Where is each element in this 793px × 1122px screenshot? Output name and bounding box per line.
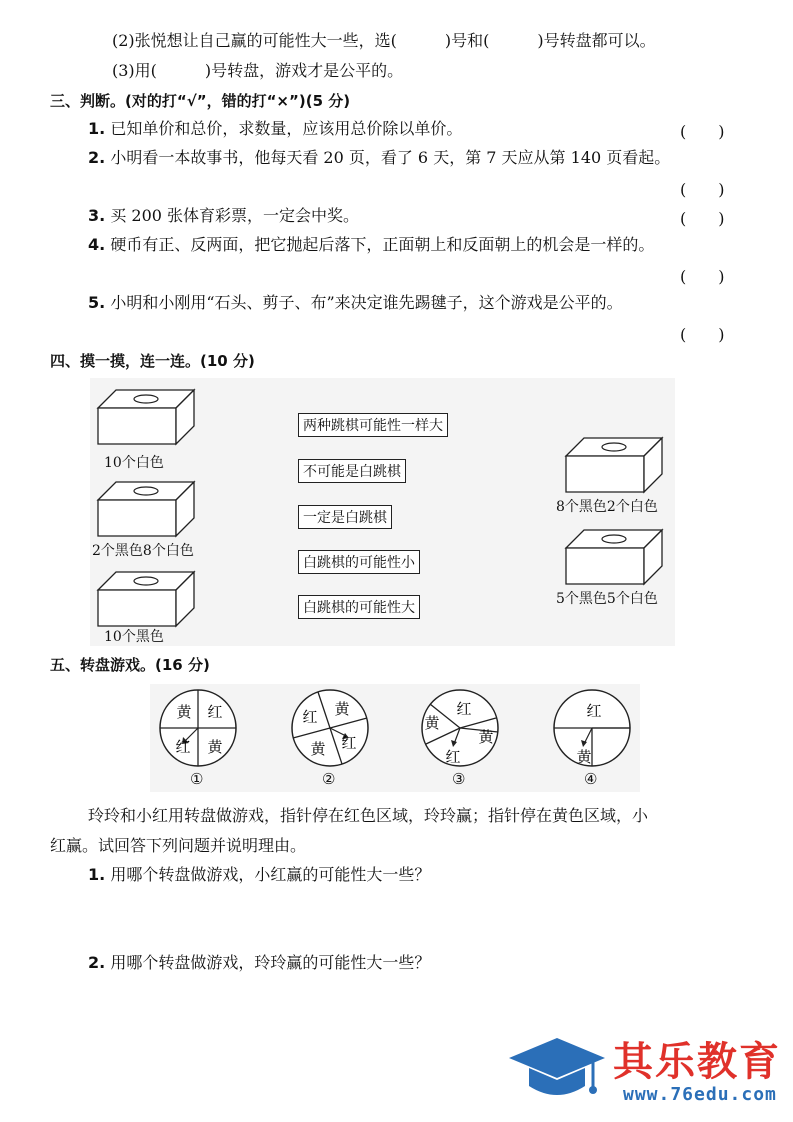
answer-paren-2[interactable]: ( ) xyxy=(680,180,725,199)
statement-box[interactable]: 不可能是白跳棋 xyxy=(298,459,406,483)
q3-fill-blank: (3)用( )号转盘，游戏才是公平的。 xyxy=(112,61,404,80)
judge-item-4 xyxy=(88,235,654,255)
judge-item-3 xyxy=(88,206,359,226)
box-label: 10个白色 xyxy=(104,455,164,471)
matching-figure xyxy=(90,378,675,646)
logo-name: 其乐教育 xyxy=(613,1039,781,1085)
judge-item-5 xyxy=(88,293,623,313)
question-num: 2. xyxy=(88,953,106,972)
spinner-region-label: 黄 xyxy=(207,738,223,756)
judge-item-num: 5. xyxy=(88,293,106,312)
box-label: 5个黑色5个白色 xyxy=(556,591,658,607)
spinner-number: ③ xyxy=(452,770,466,788)
box-icon xyxy=(564,526,664,588)
spinners-figure xyxy=(150,684,640,792)
judge-item-text: 小明和小刚用“石头、剪子、布”来决定谁先踢毽子，这个游戏是公平的。 xyxy=(110,293,623,312)
judge-item-text: 小明看一本故事书，他每天看 20 页，看了 6 天，第 7 天应从第 140 页看起。 xyxy=(110,148,671,167)
judge-item-num: 2. xyxy=(88,148,106,167)
box-label: 10个黑色 xyxy=(104,629,164,645)
spinner-region-label: 黄 xyxy=(424,714,440,732)
answer-paren-1[interactable]: ( ) xyxy=(680,122,725,141)
q2-fill-blank: (2)张悦想让自己赢的可能性大一些，选( )号和( )号转盘都可以。 xyxy=(112,31,656,50)
spinner-number: ④ xyxy=(584,770,598,788)
answer-paren-4[interactable]: ( ) xyxy=(680,267,725,286)
spinner-region-label: 红 xyxy=(207,703,223,721)
box-label: 8个黑色2个白色 xyxy=(556,499,658,515)
judge-item-num: 1. xyxy=(88,119,106,138)
answer-paren-3[interactable]: ( ) xyxy=(680,209,725,228)
intro-line-1: 玲玲和小红用转盘做游戏，指针停在红色区域，玲玲赢；指针停在黄色区域，小 xyxy=(88,806,649,825)
section4-heading: 四、摸一摸，连一连。(10 分) xyxy=(50,352,255,370)
section5-heading: 五、转盘游戏。(16 分) xyxy=(50,656,210,674)
question-2 xyxy=(88,953,430,973)
spinner-2 xyxy=(288,686,372,770)
question-1 xyxy=(88,865,430,885)
statement-box[interactable]: 白跳棋的可能性大 xyxy=(298,595,420,619)
spinner-4 xyxy=(550,686,634,770)
box-label: 2个黑色8个白色 xyxy=(92,543,194,559)
statement-box[interactable]: 两种跳棋可能性一样大 xyxy=(298,413,448,437)
judge-item-1 xyxy=(88,119,462,139)
spinner-number: ② xyxy=(322,770,336,788)
spinner-region-label: 黄 xyxy=(478,728,494,746)
spinner-region-label: 红 xyxy=(302,708,318,726)
question-text: 用哪个转盘做游戏，小红赢的可能性大一些？ xyxy=(110,865,431,884)
section3-heading: 三、判断。(对的打“√”，错的打“×”)(5 分) xyxy=(50,92,351,110)
spinner-region-label: 红 xyxy=(175,738,191,756)
graduation-cap-icon xyxy=(505,1034,609,1106)
logo-url[interactable]: www.76edu.com xyxy=(623,1084,777,1105)
spinner-region-label: 黄 xyxy=(310,740,326,758)
spinner-region-label: 红 xyxy=(341,734,357,752)
judge-item-text: 买 200 张体育彩票，一定会中奖。 xyxy=(110,206,360,225)
box-icon xyxy=(96,568,196,630)
box-icon xyxy=(96,478,196,540)
answer-paren-5[interactable]: ( ) xyxy=(680,325,725,344)
box-icon xyxy=(564,434,664,496)
judge-item-text: 已知单价和总价，求数量，应该用总价除以单价。 xyxy=(110,119,463,138)
spinner-3 xyxy=(418,686,502,770)
judge-item-num: 4. xyxy=(88,235,106,254)
judge-item-2 xyxy=(88,148,670,168)
statement-box[interactable]: 白跳棋的可能性小 xyxy=(298,550,420,574)
box-icon xyxy=(96,386,196,448)
watermark-logo xyxy=(505,1028,790,1118)
spinner-region-label: 黄 xyxy=(334,700,350,718)
spinner-region-label: 红 xyxy=(456,700,472,718)
spinner-1 xyxy=(156,686,240,770)
question-text: 用哪个转盘做游戏，玲玲赢的可能性大一些？ xyxy=(110,953,431,972)
spinner-number: ① xyxy=(190,770,204,788)
spinner-region-label: 黄 xyxy=(576,748,592,766)
intro-line-2: 红赢。试回答下列问题并说明理由。 xyxy=(50,836,307,855)
spinner-region-label: 黄 xyxy=(176,703,192,721)
statement-box[interactable]: 一定是白跳棋 xyxy=(298,505,392,529)
judge-item-text: 硬币有正、反两面，把它抛起后落下，正面朝上和反面朝上的机会是一样的。 xyxy=(110,235,655,254)
spinner-region-label: 红 xyxy=(586,702,602,720)
judge-item-num: 3. xyxy=(88,206,106,225)
question-num: 1. xyxy=(88,865,106,884)
spinner-region-label: 红 xyxy=(445,748,461,766)
